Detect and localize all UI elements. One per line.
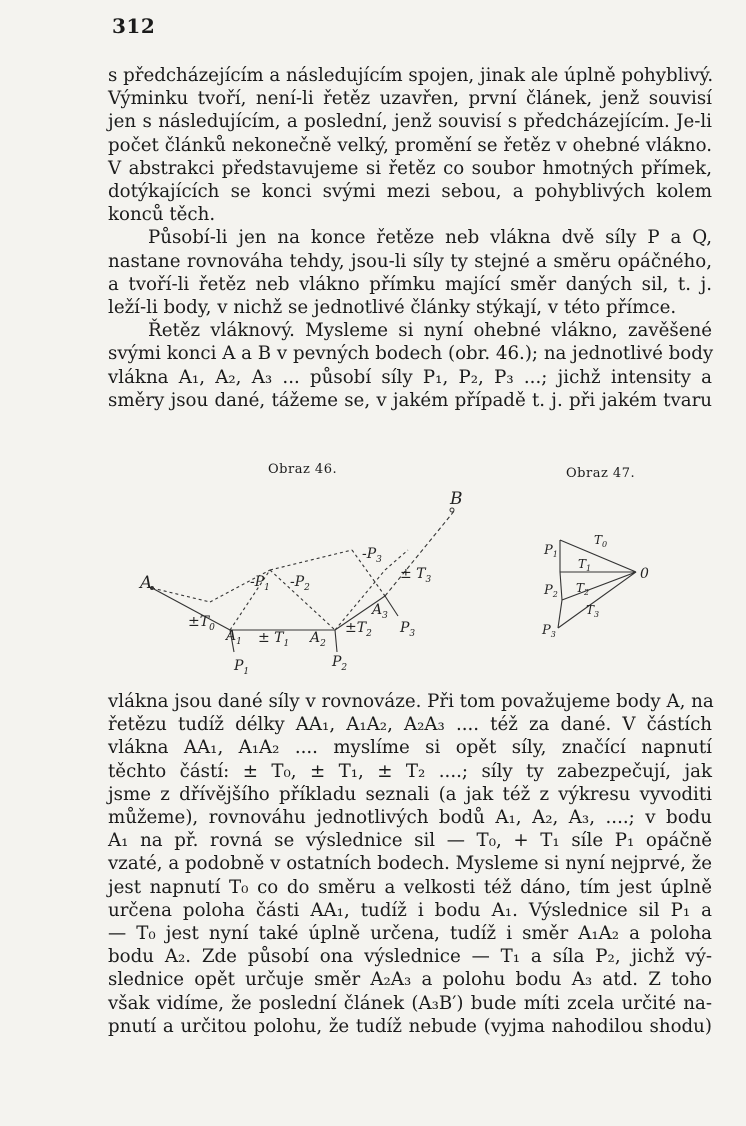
text-line: slednice opět určuje směr A₂A₃ a polohu bodu A₃ atd. Z toho	[108, 969, 712, 991]
text-line: Řetěz vláknový. Mysleme si nyní ohebné vlákno, zavěšené	[148, 320, 712, 342]
label-b: B	[450, 489, 463, 509]
text-line: můžeme), rovnováhu jednotlivých bodů A₁, A₂, A₃, ....; v bodu	[108, 807, 712, 829]
force-line-p2	[560, 572, 562, 600]
paragraph-4	[108, 690, 712, 1038]
text-block-top	[108, 64, 712, 412]
text-line: s předcházejícím a následujícím spojen, jinak ale úplně pohyblivý.	[108, 65, 714, 86]
text-line: však vidíme, že poslední článek (A₃B′) bude míti zcela určité na-	[108, 992, 712, 1014]
label-a1: $A_1$	[226, 628, 242, 647]
label-p3: $P_3$	[542, 623, 556, 639]
label-t3: $T_3$	[586, 603, 600, 619]
figure-46-diagram	[130, 489, 463, 680]
paragraph-3	[108, 319, 712, 342]
label-minus-p2: $-P_2$	[290, 574, 310, 593]
label-pole-o: 0	[640, 566, 649, 582]
text-line: řetězu tudíž délky AA₁, A₁A₂, A₂A₃ .... též za dané. V částích	[108, 714, 712, 736]
text-line: Výminku tvoří, není-li řetěz uzavřen, první článek, jenž souvisí	[108, 88, 712, 110]
text-line: určena poloha části AA₁, tudíž i bodu A₁. Výslednice sil P₁ a	[108, 899, 712, 921]
text-line: — T₀ jest nyní také úplně určena, tudíž i směr A₁A₂ a poloha	[108, 923, 712, 945]
text-line: V abstrakci představujeme si řetěz co soubor hmotných přímek,	[108, 157, 712, 179]
text-line: počet článků nekonečně velký, promění se řetěz v ohebné vlákno.	[108, 134, 712, 156]
label-t2: $\pm T_2$	[345, 620, 372, 639]
paragraph-2-cont	[108, 250, 712, 320]
text-line: bodu A₂. Zde působí ona výslednice — T₁ a síla P₂, jichž vý-	[108, 946, 712, 968]
label-p1: $P_1$	[234, 658, 250, 677]
label-p2: $P_2$	[332, 654, 348, 673]
text-line: A₁ na př. rovná se výslednice sil — T₀, + T₁ síle P₁ opáčně	[108, 830, 712, 852]
label-t3: ± $T_3$	[400, 566, 432, 585]
text-line: vlákna jsou dané síly v rovnováze. Při tom považujeme body A, na	[108, 691, 714, 712]
label-a2: $A_2$	[310, 630, 326, 649]
page-number: 312	[112, 14, 156, 38]
paragraph-2	[108, 226, 712, 249]
label-t0: $\pm T_0$	[188, 614, 215, 633]
figure-47-caption: Obraz 47.	[566, 466, 636, 481]
label-t1: ± $T_1$	[258, 630, 290, 649]
label-a: A	[140, 573, 153, 593]
label-p1: $P_1$	[544, 543, 558, 559]
force-line-p3	[558, 600, 562, 628]
text-line: a tvoří-li řetěz neb vlákno přímku mající směr daných sil, t. j.	[108, 273, 712, 295]
text-line: Působí-li jen na konce řetěze neb vlákna dvě síly P a Q,	[148, 227, 712, 249]
text-line: leží-li body, v nichž se jednotlivé články stýkají, v této přímce.	[108, 297, 677, 319]
text-line: konců těch.	[108, 204, 216, 226]
text-line: jsme z dřívějšího příkladu seznali (a jak též z výkresu vyvoditi	[108, 783, 712, 805]
label-p2: $P_2$	[544, 583, 558, 599]
label-t0: $T_0$	[594, 533, 608, 549]
text-line: dotýkajících se konci svými mezi sebou, a pohyblivých kolem	[108, 181, 712, 203]
text-line: jen s následujícím, a poslední, jenž souvisí s předcházejícím. Je-li	[108, 111, 712, 133]
paragraph-1	[108, 64, 712, 226]
text-line: pnutí a určitou polohu, že tudíž nebude (vyjma nahodilou shodu)	[108, 1015, 712, 1037]
text-line: vlákna A₁, A₂, A₃ ... působí síly P₁, P₂, P₃ ...; jichž intensity a	[108, 366, 712, 388]
text-line: nastane rovnováha tehdy, jsou-li síly ty stejné a směru opáčného,	[108, 250, 712, 272]
text-line: svými konci A a B v pevných bodech (obr. 46.); na jednotlivé body	[108, 343, 714, 365]
text-line: jest napnutí T₀ co do směru a velkosti též dáno, tím jest úplně	[108, 876, 712, 898]
label-minus-p1: $-P_1$	[250, 574, 270, 593]
label-minus-p3: $-P_3$	[362, 546, 382, 565]
text-block-bottom	[108, 690, 712, 1038]
text-line: těchto částí: ± T₀, ± T₁, ± T₂ ....; síly ty zabezpečují, jak	[108, 760, 712, 782]
text-line: vzaté, a podobně v ostatních bodech. Mysleme si nyní nejprvé, že	[108, 853, 712, 875]
text-line: směry jsou dané, tážeme se, v jakém případě t. j. při jakém tvaru	[108, 389, 712, 411]
text-line: vlákna AA₁, A₁A₂ .... myslíme si opět síly, značící napnutí	[108, 737, 712, 759]
ray-t2	[562, 572, 636, 600]
label-t2: $T_2$	[576, 581, 590, 597]
figure-46-caption: Obraz 46.	[268, 462, 338, 477]
ray-t3	[558, 572, 636, 628]
label-a3: $A_3$	[372, 602, 388, 621]
label-p3: $P_3$	[400, 620, 416, 639]
chain-segment-a3-b	[385, 510, 455, 596]
paragraph-3-cont	[108, 342, 712, 412]
figure-47-diagram	[530, 530, 660, 640]
label-t1: $T_1$	[578, 557, 592, 573]
